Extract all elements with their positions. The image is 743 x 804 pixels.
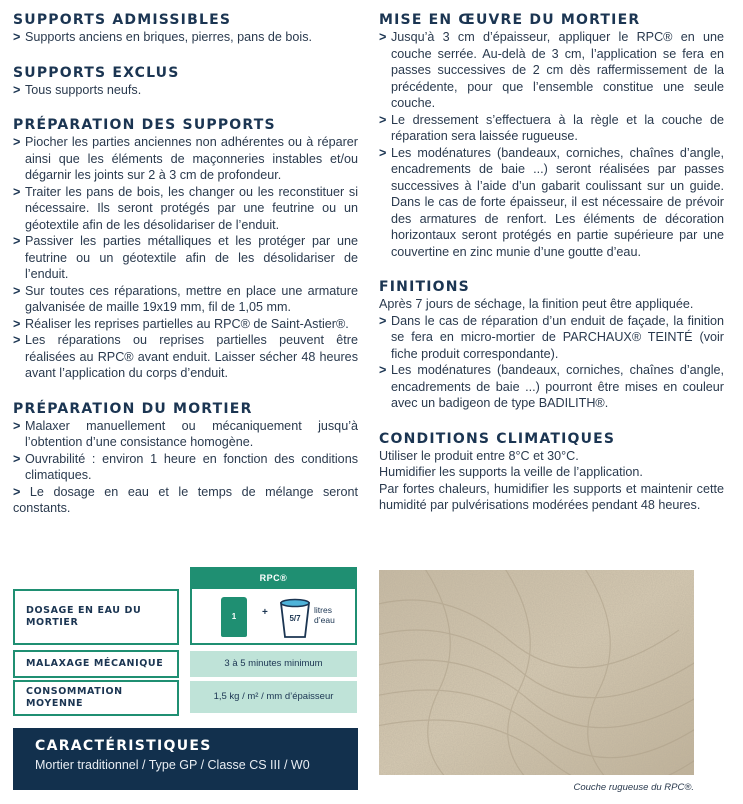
list-item: > Sur toutes ces réparations, mettre en place une armature galvanisée de maille 19x19 mm, fil de 1,05 mm. (13, 283, 358, 314)
section-finitions (379, 278, 724, 412)
conditions-line: Utiliser le produit entre 8°C et 30°C. (379, 448, 579, 463)
section-supports-admissibles (13, 11, 358, 46)
section-title: MISE EN ŒUVRE DU MORTIER (379, 12, 641, 28)
section-supports-exclus (13, 64, 358, 99)
conditions-line: Humidifier les supports la veille de l’application. (379, 465, 643, 479)
bullet-marker: > (13, 184, 21, 199)
bullet-marker: > (13, 418, 21, 433)
section-title: SUPPORTS EXCLUS (13, 64, 180, 81)
list-item: > Piocher les parties anciennes non adhérentes ou à réparer ainsi que les éléments de maçonneries instables et/ou dégarnir les joints sur 2 à 3 cm de profondeur. (13, 135, 358, 182)
section-title: FINITIONS (379, 279, 470, 295)
caracteristiques-banner (13, 728, 358, 790)
row-label-consommation: CONSOMMATION MOYENNE (13, 680, 179, 716)
bullet-marker: > (13, 234, 21, 248)
section-preparation-supports (13, 116, 358, 382)
bullet-marker: > (379, 145, 387, 160)
bullet-marker: > (379, 363, 387, 377)
bullet-marker: > (13, 451, 21, 466)
water-unit-label: litres d’eau (314, 605, 335, 625)
bag-count: 1 (231, 612, 237, 621)
caracteristiques-text: Mortier traditionnel / Type GP / Classe CS III / W0 (35, 758, 310, 772)
list-item: > Les modénatures (bandeaux, corniches, chaînes d’angle, encadrements de baie ...) seront réalisées par passes successives à l’aide d’un gabarit coulissant sur un guide. Dans le cas de forte épaisseur, il est nécessaire de prévoir des armatures de renfort. Les éléments de décoration horizontaux seront protégés en partie supérieure par une couvertine en zinc munie d’une goutte d’eau. (379, 145, 724, 259)
caracteristiques-title: CARACTÉRISTIQUES (35, 738, 212, 754)
bullet-marker: > (379, 112, 387, 127)
bullet-marker: > (13, 484, 21, 499)
bullet-marker: > (13, 82, 21, 97)
rpc-column-header: RPC® (190, 567, 357, 589)
bullet-marker: > (13, 135, 21, 149)
bullet-marker: > (13, 333, 21, 347)
plus-sign: + (262, 607, 268, 618)
conditions-line: Par fortes chaleurs, humidifier les supports et maintenir cette humidité par pulvérisations modérées pendant 48 heures. (379, 481, 724, 512)
section-preparation-mortier (13, 400, 358, 517)
list-item: > Jusqu’à 3 cm d’épaisseur, appliquer le RPC® en une couche serrée. Au-delà de 3 cm, l’application se fera en passes successives de 2 cm dès raffermissement de la précédente, pour que l’ensemble constitue une seule couche. (379, 30, 724, 110)
rpc-dosage-cell (190, 589, 357, 645)
list-item: > Ouvrabilité : environ 1 heure en fonction des conditions climatiques. (13, 451, 358, 482)
section-title: PRÉPARATION DES SUPPORTS (13, 117, 276, 133)
bullet-marker: > (13, 30, 21, 44)
finitions-intro: Après 7 jours de séchage, la finition peut être appliquée. (379, 297, 694, 311)
list-item: > Malaxer manuellement ou mécaniquement jusqu’à l’obtention d’une consistance homogène. (13, 418, 358, 449)
list-item: > Dans le cas de réparation d’un enduit de façade, la finition se fera en micro-mortier de PARCHAUX® TEINTÉ (voir fiche produit correspondante). (379, 313, 724, 361)
section-conditions-climatiques (379, 430, 724, 514)
list-item: > Les modénatures (bandeaux, corniches, chaînes d’angle, encadrements de baie ...) pourront être mises en couleur avec un badigeon de type BADILITH®. (379, 363, 724, 410)
section-title: PRÉPARATION DU MORTIER (13, 400, 253, 417)
bullet-marker: > (379, 30, 387, 44)
list-item: > Tous supports neufs. (13, 82, 142, 97)
list-item: > Réaliser les reprises partielles au RPC® de Saint-Astier®. (13, 316, 349, 331)
rough-render-photo (379, 570, 694, 775)
list-item: > Le dressement s’effectuera à la règle et la couche de réparation sera laissée rugueuse. (379, 112, 724, 143)
row-label-malaxage: MALAXAGE MÉCANIQUE (13, 650, 179, 678)
list-item: > Passiver les parties métalliques et les protéger par une feutrine ou un géotextile afin de les désolidariser de l’enduit. (13, 234, 358, 281)
photo-caption: Couche rugueuse du RPC®. (573, 782, 694, 793)
bullet-marker: > (379, 313, 387, 328)
water-bucket-icon (278, 597, 312, 639)
section-mise-en-oeuvre (379, 11, 724, 260)
section-title: CONDITIONS CLIMATIQUES (379, 430, 616, 447)
water-fraction: 5/7 (289, 614, 301, 623)
right-column (379, 0, 724, 528)
note-paragraph: > Le dosage en eau et le temps de mélange seront constants. (13, 484, 358, 515)
row-value-consommation: 1,5 kg / m² / mm d’épaisseur (190, 681, 357, 713)
left-column (13, 0, 358, 531)
section-title: SUPPORTS ADMISSIBLES (13, 12, 232, 28)
row-value-malaxage: 3 à 5 minutes minimum (190, 651, 357, 677)
list-item: > Supports anciens en briques, pierres, pans de bois. (13, 30, 313, 44)
mortar-bag-icon (221, 597, 247, 637)
bullet-marker: > (13, 283, 21, 298)
list-item: > Les réparations ou reprises partielles peuvent être réalisées au RPC® avant enduit. Laisser sécher 48 heures avant l’application du corps d’enduit. (13, 333, 358, 380)
row-label-dosage: DOSAGE EN EAU DU MORTIER (13, 589, 179, 645)
list-item: > Traiter les pans de bois, les changer ou les reconstituer si nécessaire. Ils seront protégés par une feutrine ou un géotextile afin de les désolidariser de l’enduit. (13, 184, 358, 232)
bullet-marker: > (13, 316, 21, 331)
